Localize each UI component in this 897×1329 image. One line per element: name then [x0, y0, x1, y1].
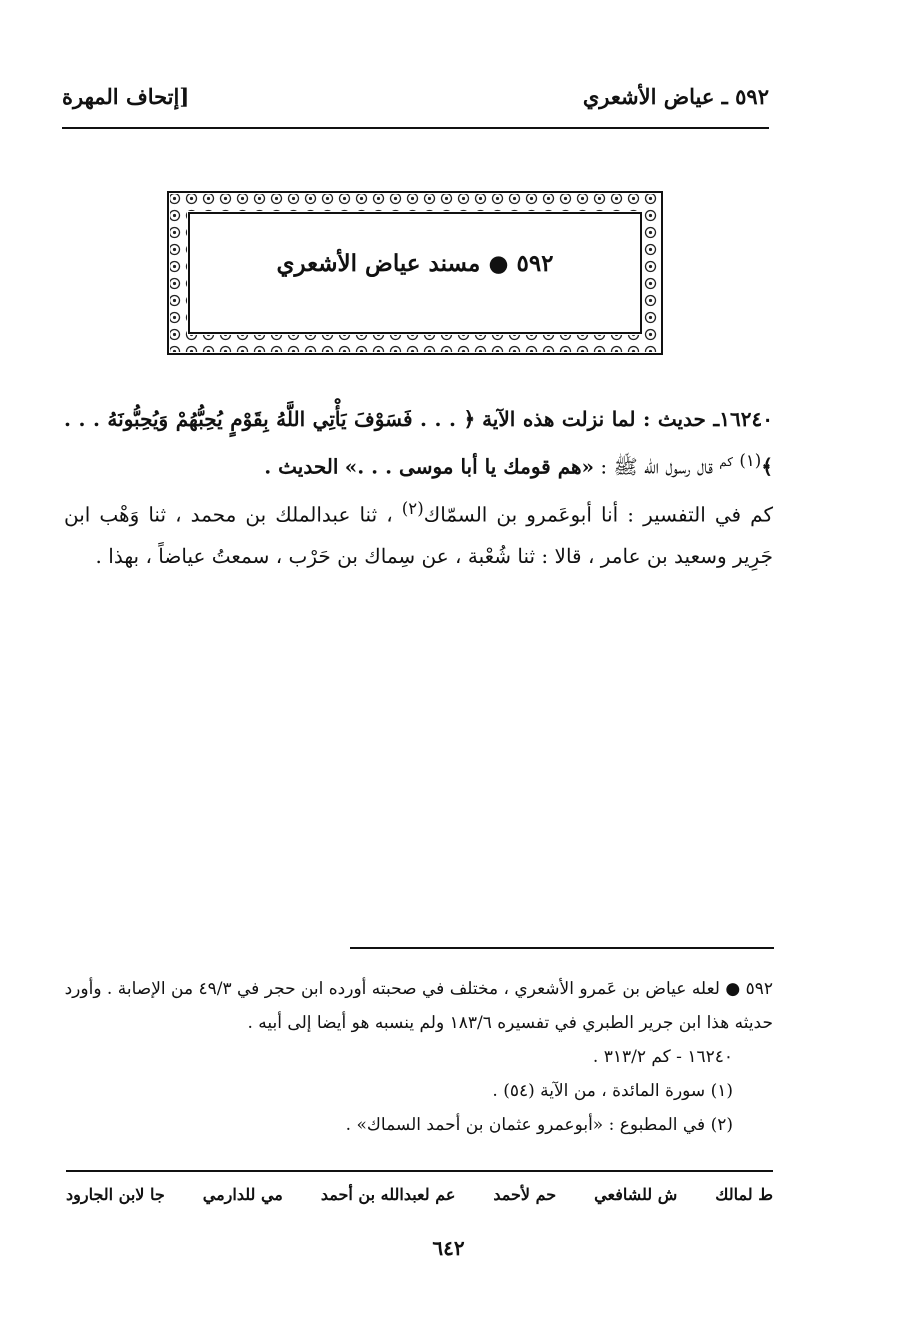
abbreviation-item: ط لمالك — [715, 1185, 773, 1204]
footnote-rule — [350, 947, 774, 949]
footnote-hadith: ١٦٢٤٠ - كم ٣١٣/٢ . — [592, 1047, 733, 1067]
abbreviation-item: عم لعبدالله بن أحمد — [320, 1185, 456, 1204]
abbreviation-item: حم لأحمد — [493, 1185, 557, 1204]
ornamental-title-frame — [166, 190, 664, 356]
isnad-paragraph — [64, 488, 773, 578]
margin-code: كم — [719, 455, 733, 469]
footnote-2: (٢) في المطبوع : «أبوعمرو عثمان بن أحمد السماك» . — [345, 1115, 733, 1135]
abbreviations-legend — [66, 1185, 773, 1204]
hadith-lead: ـ حديث : لما نزلت هذه الآية — [482, 407, 720, 431]
quote-tail: الحديث . — [264, 454, 339, 479]
citation-part2: ، ثنا عبدالملك بن محمد ، ثنا وَهْب ابن جَرِير وسعيد بن عامر ، قالا : ثنا شُعْبة ، عن سِماك بن حَرْب ، سمعتُ عياضاً ، بهذا . — [64, 502, 773, 569]
footnotes — [64, 972, 773, 1142]
header-rule — [62, 127, 769, 129]
section-title: ٥٩٢ ـ عياض الأشعري — [582, 83, 769, 109]
abbreviation-item: مي للدارمي — [202, 1185, 283, 1204]
book-title: [إتحاف المهرة — [62, 83, 190, 109]
abbreviation-item: جا لابن الجارود — [66, 1185, 165, 1204]
abbreviation-item: ش للشافعي — [594, 1185, 678, 1204]
quote-intro: قال رسول الله ﷺ : — [600, 454, 713, 479]
musnad-title: ٥٩٢ ● مسند عياض الأشعري — [276, 250, 554, 277]
prophet-quote: «هم قومك يا أبا موسى . . .» — [344, 454, 595, 479]
verse-footnote-ref: (١) — [739, 451, 762, 470]
footnote-1: (١) سورة المائدة ، من الآية (٥٤) . — [492, 1081, 733, 1101]
running-header — [62, 78, 769, 114]
quran-verse: ﴿ . . . فَسَوْفَ يَأْتِي اللَّهُ بِقَوْمٍ يُحِبُّهُمْ وَيُحِبُّونَهُ . . . ﴾ — [64, 407, 773, 479]
abbreviations-rule — [66, 1170, 773, 1172]
citation-footnote-ref: (٢) — [401, 498, 424, 518]
citation-part1: كم في التفسير : أنا أبوعَمرو بن السمّاك — [423, 502, 774, 527]
hadith-number: ١٦٢٤٠ — [719, 407, 774, 431]
footnote-592: ٥٩٢ ● لعله عياض بن عَمرو الأشعري ، مختلف في صحبته أورده ابن حجر في ٤٩/٣ من الإصابة . وأورد حديثه هذا ابن جرير الطبري في تفسيره ١٨٣/٦ ولم ينسبه هو أيضا إلى أبيه . — [64, 979, 773, 1033]
hadith-entry — [64, 398, 773, 577]
hadith-paragraph — [64, 398, 773, 488]
page-number: ٦٤٢ — [432, 1236, 465, 1260]
